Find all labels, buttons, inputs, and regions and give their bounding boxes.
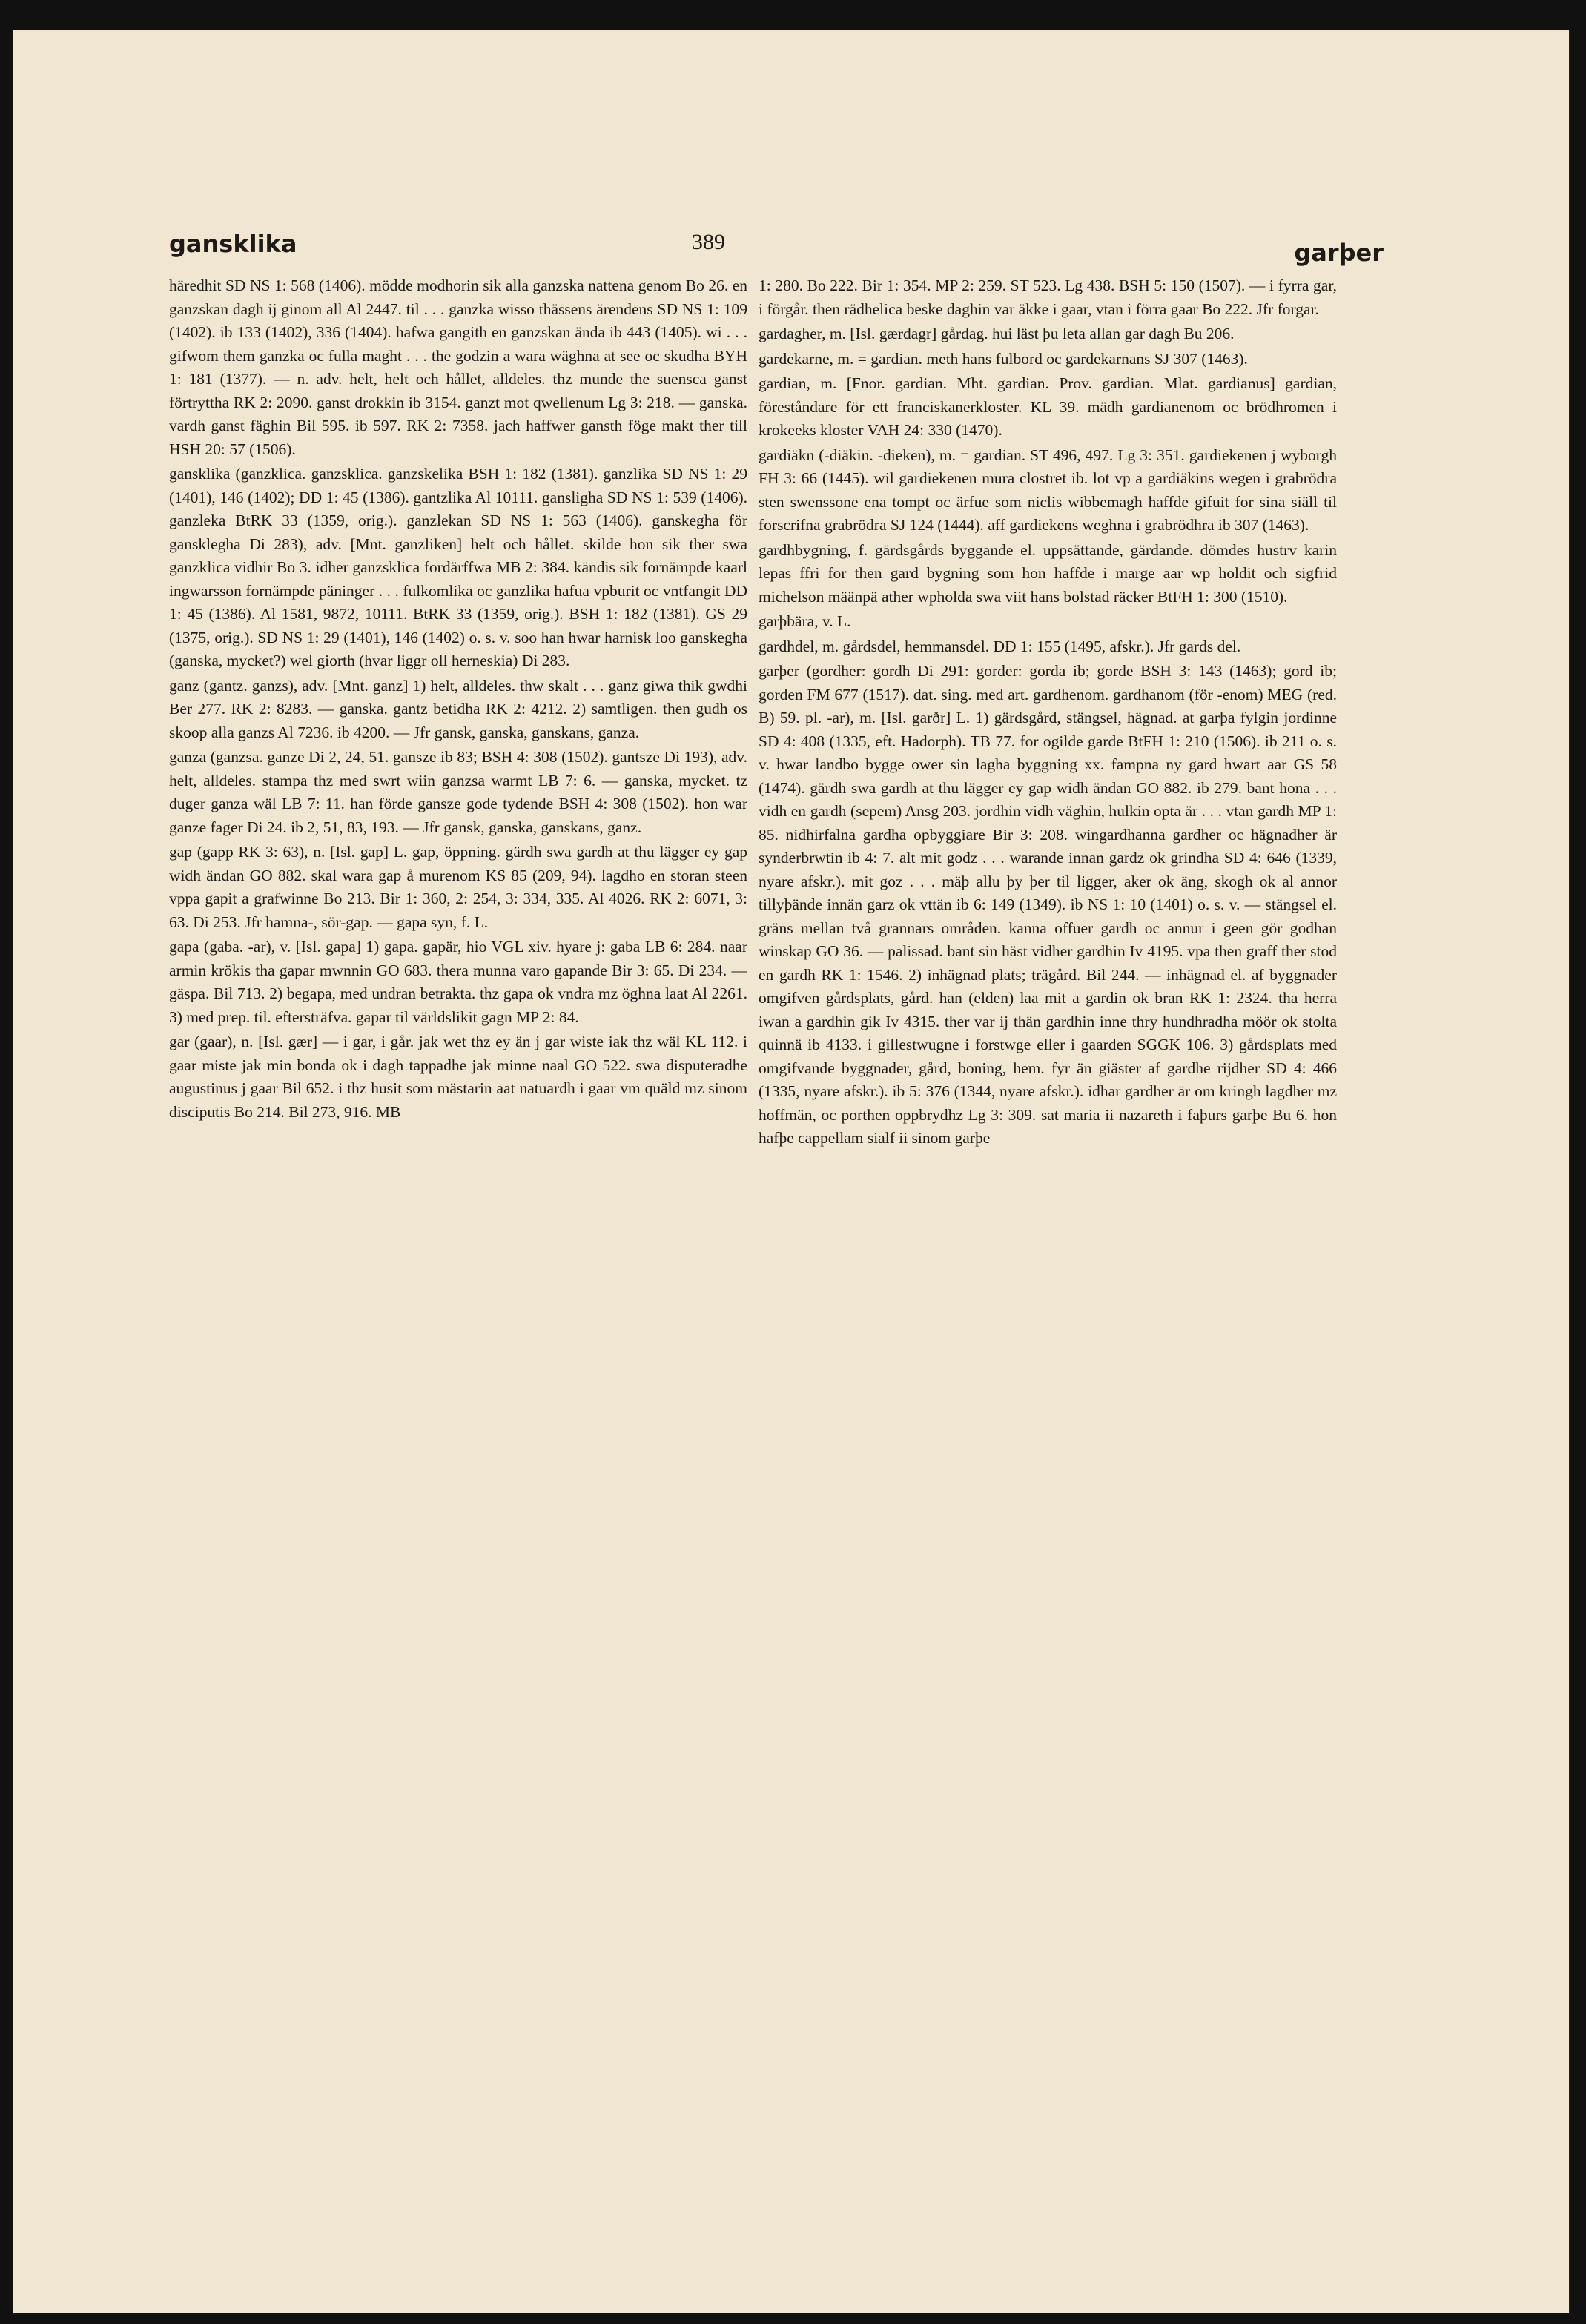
entry-text: gardhbygning, f. gärdsgårds byggande el. uppsättande, gärdande. dömdes hustrv karin lepas ffri for then gard bygning som hon haffde i marge aar wp holdit och sigfrid michelson määnpä ather wpholda swa viit hans bolstad räcker BtFH 1: 300 (1510). bbox=[759, 540, 1337, 606]
entry-text: garþer (gordher: gordh Di 291: gorder: gorda ib; gorde BSH 3: 143 (1463); gord ib; gorden FM 677 (1517). dat. sing. med art. gardhenom. gardhanom (för -enom) MEG (red. B) 59. pl. -ar), m. [Isl. garðr] L. 1) gärdsgård, stängsel, hägnad. at garþa fylgin jordinne SD 4: 408 (1335, eft. Hadorph). TB 77. for ogilde garde BtFH 1: 210 (1506). ib 211 o. s. v. hwar landbo bygge ower sin lagha byggning xx. fampna ny gard hwart aar GS 58 (1474). gärdh swa gardh at thu lägger ey gap widh ändan GO 882. ib 279. bant hona . . . vidh en gardh (sepem) Ansg 203. jordhin vidh väghin, hulkin opta är . . . vtan gardh MP 1: 85. nidhirfalna gardha opbyggiare Bir 3: 208. wingardhanna gardher oc hägnadher är synderbrwtin ib 4: 7. alt mit godz . . . warande innan gardz ok grindha SD 4: 646 (1339, nyare afskr.). mit goz . . . mäþ allu þy þer til ligger, aker ok äng, skogh ok al annor tillyþände innän garz ok vttän ib 6: 149 (1349). ib NS 1: 10 (1401) o. s. v. — stängsel el. gräns mellan två grannars områden. kanna offuer gardh oc annur i geen gör godhan winskap GO 36. — palissad. bant sin häst vidher gardhin Iv 4195. vpa then graff ther stod en gardh RK 1: 1546. 2) inhägnad plats; trägård. Bil 244. — inhägnad el. af byggnader omgifven gårdsplats, gård. han (elden) laa mit a gardin ok bran RK 1: 2324. tha herra iwan a gardhin gik Iv 4315. ther var ij thän gardhin inne thry hundhradha möör ok stolta quinnä ib 4133. i gillestwugne i forstwge eller i gaarden SGGK 106. 3) gårdsplats med omgifvande byggnader, gård, boning, hem. fyr än giäster af gardhe rijdher SD 4: 466 (1335, nyare afskr.). ib 5: 376 (1344, nyare afskr.). idhar gardher är om kringh lagdher mz hoffmän, oc porthen oppbrydhz Lg 3: 309. sat maria ii nazareth i faþurs garþe Bu 6. hon hafþe cappellam sialf ii sinom garþe bbox=[759, 662, 1337, 1147]
header-left-catchword: gansklika bbox=[169, 230, 297, 258]
entry-text: gansklika (ganzklica. ganzsklica. ganzskelika BSH 1: 182 (1381). ganzlika SD NS 1: 29 (1401), 146 (1402); DD 1: 45 (1386). gantzlika Al 10111. gansligha SD NS 1: 539 (1406). ganzleka BtRK 33 (1359, orig.). ganzlekan SD NS 1: 563 (1406). ganskegha för gansklegha Di 283), adv. [Mnt. ganzliken] helt och hållet. skilde hon sik ther swa ganzklica vidhir Bo 3. idher ganzsklica fordärffwa MB 2: 384. kändis sik fornämpde kaarl ingwarsson fornämpde päninger . . . fulkomlika oc ganzlika hafua vpburit oc vntfangit DD 1: 45 (1386). Al 1581, 9872, 10111. BtRK 33 (1359, orig.). BSH 1: 182 (1381). GS 29 (1375, orig.). SD NS 1: 29 (1401), 146 (1402) o. s. v. soo han hwar harnisk loo ganskegha (ganska, mycket?) wel giorth (hvar liggr oll herneskia) Di 283. bbox=[169, 465, 747, 669]
entry-text: 1: 280. Bo 222. Bir 1: 354. MP 2: 259. ST 523. Lg 438. BSH 5: 150 (1507). — i fyrra gar, i förgår. then rädhelica beske daghin var äkke i gaar, vtan i förra gaar Bo 222. Jfr forgar. bbox=[759, 277, 1337, 318]
entry-text: gapa (gaba. -ar), v. [Isl. gapa] 1) gapa. gapär, hio VGL xiv. hyare j: gaba LB 6: 284. naar armin krökis tha gapar mwnnin GO 683. thera munna varo gapande Bir 3: 65. Di 234. — gäspa. Bil 713. 2) begapa, med undran betrakta. thz gapa ok vndra mz öghna laat Al 2261. 3) med prep. til. eftersträfva. gapar til världslikit gagn MP 2: 84. bbox=[169, 938, 747, 1026]
header-right-catchword: garþer bbox=[1294, 239, 1384, 267]
entry-text: gardagher, m. [Isl. gærdagr] gårdag. hui läst þu leta allan gar dagh Bu 206. bbox=[759, 325, 1235, 342]
entry-text: ganza (ganzsa. ganze Di 2, 24, 51. gansze ib 83; BSH 4: 308 (1502). gantsze Di 193), adv. helt, alldeles. stampa thz med swrt wiin ganzsa warmt LB 7: 6. — ganska, mycket. tz duger ganza wäl LB 7: 11. han förde gansze gode tydende BSH 4: 308 (1502). hon war ganze fager Di 24. ib 2, 51, 83, 193. — Jfr gansk, ganska, ganskans, ganz. bbox=[169, 748, 747, 836]
page-number: 389 bbox=[692, 230, 725, 254]
entry-text: gardiäkn (-diäkin. -dieken), m. = gardian. ST 496, 497. Lg 3: 351. gardiekenen j wyborgh FH 3: 66 (1445). wil gardiekenen mura clostret ib. lot vp a gardiäkins wegen i grabrödra sten swenssone ena tompt oc ärfue som niclis wibbemagh haffde gifuit for sina siäll til forscrifna grabrödra SJ 124 (1444). aff gardiekens weghna i grabrödhra ib 307 (1463). bbox=[759, 446, 1337, 534]
entry-text: gardekarne, m. = gardian. meth hans fulbord oc gardekarnans SJ 307 (1463). bbox=[759, 349, 1248, 368]
entry-text: ganz (gantz. ganzs), adv. [Mnt. ganz] 1) helt, alldeles. thw skalt . . . ganz giwa thik gwdhi Ber 277. RK 2: 8283. — ganska. gantz betidha RK 2: 4212. 2) samtligen. then gudh os skoop alla ganzs Al 7236. ib 4200. — Jfr gansk, ganska, ganskans, ganza. bbox=[169, 676, 747, 741]
right-column bbox=[759, 274, 1337, 2068]
entry-text: garþbära, v. L. bbox=[759, 612, 851, 630]
entry-text: häredhit SD NS 1: 568 (1406). mödde modhorin sik alla ganzska nattena genom Bo 26. en ganzskan dagh ij ginom all Al 2447. til . . . ganzka wisso thässens ärendens SD NS 1: 109 (1402). ib 133 (1402), 336 (1404). hafwa gangith en ganzskan ända ib 443 (1405). wi . . . gifwom them ganzka oc fulla maght . . . the godzin a wara wäghna at see oc skudha BYH 1: 181 (1377). — n. adv. helt, helt och hållet, alldeles. thz munde the suensca ganst förtryttha RK 2: 2090. ganst drokkin ib 3154. ganzt mot qwellenum Lg 3: 218. — ganska. vardh ganst fäghin Bil 595. ib 597. RK 2: 7358. jach haffwer gansth föge makt ther till HSH 20: 57 (1506). bbox=[169, 277, 747, 458]
left-column bbox=[169, 274, 747, 2068]
dictionary-page bbox=[13, 30, 1570, 2313]
entry-text: gardian, m. [Fnor. gardian. Mht. gardian. Prov. gardian. Mlat. gardianus] gardian, föreståndare för ett franciskanerkloster. KL 39. mädh gardianenom oc brödhromen i krokeeks kloster VAH 24: 330 (1470). bbox=[759, 374, 1337, 439]
entry-text: gap (gapp RK 3: 63), n. [Isl. gap] L. gap, öppning. gärdh swa gardh at thu lägger ey gap widh ändan GO 882. skal wara gap å murenom KS 85 (209, 94). lagdho en storan steen vppa gapit a grafwinne Bo 213. Bir 1: 360, 2: 254, 3: 334, 335. Al 4026. RK 2: 6071, 3: 63. Di 253. Jfr hamna-, sör-gap. — gapa syn, f. L. bbox=[169, 843, 747, 931]
entry-text: gar (gaar), n. [Isl. gær] — i gar, i går. jak wet thz ey än j gar wiste iak thz wäl KL 112. i gaar miste jak min bonda ok i dagh tappadhe jak minne naal GO 522. swa disputeradhe augustinus j gaar Bil 652. i thz husit som mästarin aat natuardh i gaar vm quäld mz sinom disciputis Bo 214. Bil 273, 916. MB bbox=[169, 1033, 747, 1121]
entry-text: gardhdel, m. gårdsdel, hemmansdel. DD 1: 155 (1495, afskr.). Jfr gards del. bbox=[759, 637, 1241, 655]
page-header bbox=[169, 230, 1539, 274]
